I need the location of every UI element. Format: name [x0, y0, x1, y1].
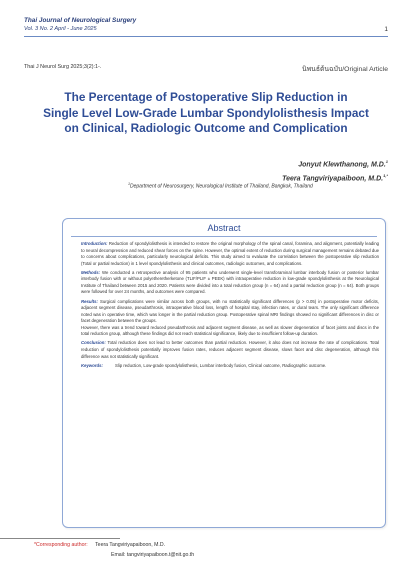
abstract-conclusion [71, 340, 379, 360]
journal-name: Thai Journal of Neurological Surgery [24, 17, 137, 24]
results-text-continued: However, there was a trend toward reduced pseudarthrosis and adjacent segment disease, as well as slower degeneration of facet joints and discs in the total reduction group, although these findings did not reach statistical significance, likely due to insufficient follow-up duration. [81, 324, 379, 337]
title-line: Single Level Low-Grade Lumbar Spondylolisthesis Impact [43, 105, 369, 120]
results-label: Results: [81, 298, 98, 304]
page-number: 1 [384, 26, 388, 33]
author-list [282, 156, 388, 185]
conclusion-label: Conclusion: [81, 340, 106, 346]
keywords-label: Keywords: [81, 363, 103, 369]
methods-text: We conducted a retrospective analysis of 95 patients who underwent single-level transforaminal lumbar interbody fusion or posterior lumbar interbody fusion with or without polyetheretherketone (TLIF/PLIF ± PEEK) with intraoperative reduction in low-grade spondylolisthesis at the Neurological Institute of Thailand between 2015 and 2020. Patients were divided into a total reduction group (n = 64) and a partial reduction group (n = 64). Both groups were followed for over 24 months, and outcomes were compared. [81, 269, 379, 295]
introduction-label: Introduction: [81, 241, 108, 246]
results-text: Surgical complications were similar across both groups, with no statistically significant differences (p > 0.05) in postoperative motor deficits, adjacent segment disease, pseudarthrosis, intraoperative blood loss, length of hospital stay, infection rates, or dural tears. The only significant difference noted was in operative time, which was longer in the partial reduction group. Postoperative spinal MRI findings showed no significant differences in disc or facet degeneration between the groups. [81, 298, 379, 324]
abstract-divider [71, 236, 377, 237]
footer-divider [0, 538, 120, 539]
citation: Thai J Neurol Surg 2025;3(2):1-. [24, 64, 102, 70]
article-type: นิพนธ์ต้นฉบับ/Original Article [302, 66, 388, 73]
abstract-box [62, 218, 386, 528]
journal-header [24, 17, 388, 33]
author-name: Teera Tangviriyapaiboon, M.D. [282, 175, 384, 183]
author-superscript: 1,* [383, 173, 388, 179]
corresponding-name: Teera Tangviriyapaiboon, M.D. [95, 542, 166, 548]
abstract-heading: Abstract [207, 223, 241, 233]
corresponding-email[interactable]: Email: tangviriyapaiboon.t@nit.go.th [111, 552, 195, 558]
author-superscript: 1 [385, 159, 388, 164]
affiliation-text: Department of Neurosurgery, Neurological Institute of Thailand, Bangkok, Thailand [130, 183, 313, 190]
corresponding-line [34, 540, 194, 550]
corresponding-author [34, 540, 194, 560]
header-divider [24, 36, 388, 37]
abstract-methods [71, 270, 379, 296]
affiliation [128, 182, 313, 190]
title-line: on Clinical, Radiologic Outcome and Complication [64, 121, 348, 135]
affiliation-superscript: 1 [128, 182, 130, 186]
journal-issue: Vol. 3 No. 2 April - June 2025 [24, 26, 97, 32]
abstract-body [71, 241, 379, 370]
abstract-introduction [71, 241, 379, 267]
abstract-keywords [71, 363, 379, 370]
author-name: Jonyut Klewthanong, M.D. [298, 161, 386, 169]
abstract-results [71, 299, 379, 338]
methods-label: Methods: [81, 269, 101, 275]
article-title [30, 90, 382, 137]
conclusion-text: Total reduction does not lead to better outcomes than partial reduction. However, it also does not increase the rate of complications. Total reduction of spondylolisthesis potentially improves fusion rates, reduces adjacent segment disease, slows facet and disc degeneration, although this difference was not statistically significant. [81, 340, 379, 359]
corresponding-label: *Corresponding author: [34, 542, 88, 548]
keywords-text: Slip reduction, Low-grade spondylolisthesis, Lumbar interbody fusion, Clinical outcome, Radiographic outcome. [115, 363, 327, 369]
title-line: The Percentage of Postoperative Slip Reduction in [64, 90, 348, 104]
author [282, 156, 388, 170]
introduction-text: Reduction of spondylolisthesis is intended to restore the original morphology of the spinal canal, foramina, and alignment, potentially leading to neural decompression and reduced shear forces on the spine. However, the optimal extent of reduction during surgical management remains debated due to concerns about complications, particularly neurological deficits. This study aimed to evaluate the correlation between the postoperative slip reduction (Total or partial reduction) in 1 level spondylolisthesis and clinical outcomes, radiologic outcomes, and complications. [81, 241, 379, 266]
